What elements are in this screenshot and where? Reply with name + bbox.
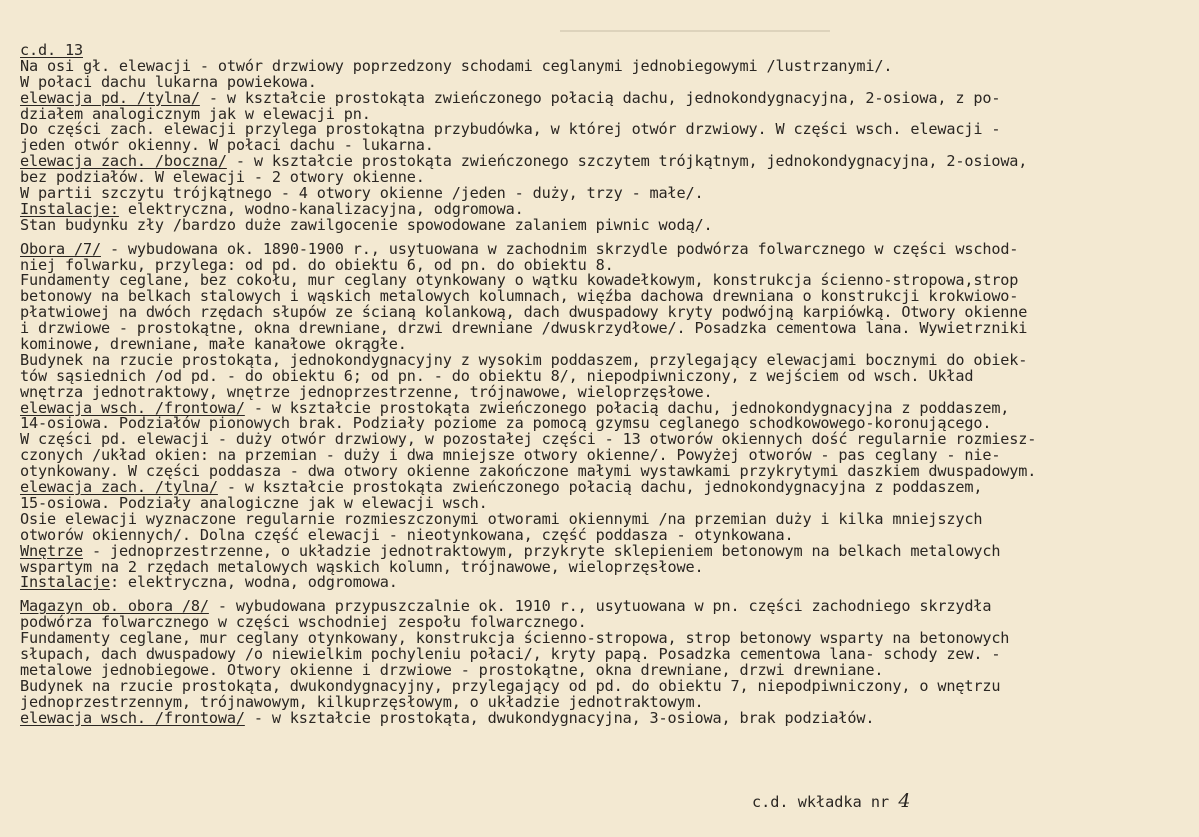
line-text: tów sąsiednich /od pd. - do obiektu 6; od pn. - do obiektu 8/, niepodpiwniczony, z wejściem od wsch. Układ <box>20 366 974 385</box>
line-text: Stan budynku zły /bardzo duże zawilgocenie spowodowane zalaniem piwnic wodą/. <box>20 215 713 234</box>
text-line <box>20 215 1185 234</box>
line-text: słupach, dach dwuspadowy /o niewielkim pochyleniu połaci/, kryty papą. Posadzka cementowa lana- schody zew. - <box>20 644 1001 663</box>
underlined-heading: Instalacje: <box>20 199 119 218</box>
underlined-heading: Magazyn ob. obora /8/ <box>20 597 209 616</box>
page-continuation-heading: c.d. 13 <box>20 41 83 59</box>
document-body <box>20 43 1185 726</box>
line-text: podwórza folwarcznego w części wschodniej zespołu folwarcznego. <box>20 613 587 632</box>
line-text: - w kształcie prostokąta zwieńczonego połacią dachu, jednokondygnacyjna z poddaszem, <box>217 478 983 497</box>
line-text: metalowe jednobiegowe. Otwory okienne i drzwiowe - prostokątne, okna drewniane, drzwi drewniane. <box>20 660 884 679</box>
line-text: Fundamenty ceglane, mur ceglany otynkowany, konstrukcja ścienno-stropowa, strop betonowy wsparty na betonowych <box>20 629 1010 648</box>
line-text: czonych /układ okien: na przemian - duży i dwa mniejsze otwory okienne/. Powyżej otworów - pas ceglany - nie- <box>20 446 1001 465</box>
line-text: W części pd. elewacji - duży otwór drzwiowy, w pozostałej części - 13 otworów okiennych dość regularnie rozmiesz- <box>20 430 1037 449</box>
line-text: jeden otwór okienny. W połaci dachu - lukarna. <box>20 136 434 155</box>
line-text: W połaci dachu lukarna powiekowa. <box>20 72 317 91</box>
underlined-heading: Instalacje <box>20 573 110 592</box>
underlined-heading: elewacja zach. /tylna/ <box>20 478 218 497</box>
line-text: - wybudowana ok. 1890-1900 r., usytuowana w zachodnim skrzydle podwórza folwarcznego w części wschod- <box>100 239 1019 258</box>
underlined-heading: elewacja wsch. /frontowa/ <box>20 398 245 417</box>
footer-continuation <box>752 790 910 812</box>
line-text: wnętrza jednotraktowy, wnętrze jednoprzestrzenne, trójnawowe, wieloprzęsłowe. <box>20 382 713 401</box>
line-text: Osie elewacji wyznaczone regularnie rozmieszczonymi otworami okiennymi /na przemian duży i kilka mniejszych <box>20 509 983 528</box>
line-text: - jednoprzestrzenne, o układzie jednotraktowym, przykryte sklepieniem betonowym na belkach metalowych <box>82 541 1001 560</box>
line-text: kominowe, drewniane, małe kanałowe okrągłe. <box>20 335 407 354</box>
footer-label: c.d. wkładka nr <box>752 793 899 811</box>
line-text: Do części zach. elewacji przylega prostokątna przybudówka, w której otwór drzwiowy. W części wsch. elewacji - <box>20 120 1001 139</box>
handwritten-page-number: 4 <box>898 790 911 812</box>
underlined-heading: elewacja pd. /tylna/ <box>20 88 200 107</box>
line-text: 14-osiowa. Podziałów pionowych brak. Podziały poziome za pomocą gzymsu ceglanego schodkowowego-koronującego. <box>20 414 992 433</box>
underlined-heading: Wnętrze <box>20 541 83 560</box>
line-text: bez podziałów. W elewacji - 2 otwory okienne. <box>20 168 425 187</box>
line-text: Fundamenty ceglane, bez cokołu, mur ceglany otynkowany o wątku kowadełkowym, konstrukcja ścienno-stropowa,strop <box>20 271 1019 290</box>
underlined-heading: Obora /7/ <box>20 239 101 258</box>
line-text: 15-osiowa. Podziały analogiczne jak w elewacji wsch. <box>20 493 488 512</box>
line-text: - w kształcie prostokąta zwieńczonego szczytem trójkątnym, jednokondygnacyjna, 2-osiowa, <box>226 152 1028 171</box>
underlined-heading: elewacja wsch. /frontowa/ <box>20 708 245 727</box>
line-text: W partii szczytu trójkątnego - 4 otwory okienne /jeden - duży, trzy - małe/. <box>20 184 704 203</box>
line-text: działem analogicznym jak w elewacji pn. <box>20 104 371 123</box>
line-text: wspartym na 2 rzędach metalowych wąskich kolumn, trójnawowe, wieloprzęsłowe. <box>20 557 704 576</box>
line-text: i drzwiowe - prostokątne, okna drewniane, drzwi drewniane /dwuskrzydłowe/. Posadzka cementowa lana. Wywietrzniki <box>20 319 1028 338</box>
line-text: Budynek na rzucie prostokąta, jednokondygnacyjny z wysokim poddaszem, przylegający elewacjami bocznymi do obiek- <box>20 350 1028 369</box>
line-text: - w kształcie prostokąta zwieńczonego połacią dachu, jednokondygnacyjna, 2-osiowa, z po- <box>199 88 1001 107</box>
line-text: otworów okiennych/. Dolna część elewacji - nieotynkowana, część poddasza - otynkowana. <box>20 525 794 544</box>
line-text: betonowy na belkach stalowych i wąskich metalowych kolumnach, więźba dachowa drewniana o konstrukcji krokwiowo- <box>20 287 1019 306</box>
line-text: płatwiowej na dwóch rzędach słupów ze ścianą kolankową, dach dwuspadowy kryty podwójną karpiówką. Otwory okienne <box>20 303 1028 322</box>
line-text: jednoprzestrzennym, trójnawowym, kilkuprzęsłowym, o układzie jednotraktowym. <box>20 692 704 711</box>
line-text: otynkowany. W części poddasza - dwa otwory okienne zakończone małymi wystawkami przykrytymi daszkiem dwuspadowym. <box>20 462 1037 481</box>
line-text: - w kształcie prostokąta zwieńczonego połacią dachu, jednokondygnacyjna z poddaszem, <box>244 398 1010 417</box>
line-text: niej folwarku, przylega: od pd. do obiektu 6, od pn. do obiektu 8. <box>20 255 614 274</box>
line-text: - wybudowana przypuszczalnie ok. 1910 r., usytuowana w pn. części zachodniego skrzydła <box>208 597 992 616</box>
faint-mark <box>560 30 830 32</box>
line-text: - w kształcie prostokąta, dwukondygnacyjna, 3-osiowa, brak podziałów. <box>244 708 875 727</box>
line-text: Budynek na rzucie prostokąta, dwukondygnacyjny, przylegający od pd. do obiektu 7, niepodpiwniczony, o wnętrzu <box>20 676 1001 695</box>
line-text: elektryczna, wodno-kanalizacyjna, odgromowa. <box>118 199 524 218</box>
underlined-heading: elewacja zach. /boczna/ <box>20 152 227 171</box>
text-line <box>20 708 1185 727</box>
text-line <box>20 575 1185 591</box>
line-text: : elektryczna, wodna, odgromowa. <box>109 573 398 592</box>
line-text: Na osi gł. elewacji - otwór drzwiowy poprzedzony schodami ceglanymi jednobiegowymi /lustrzanymi/. <box>20 56 893 75</box>
